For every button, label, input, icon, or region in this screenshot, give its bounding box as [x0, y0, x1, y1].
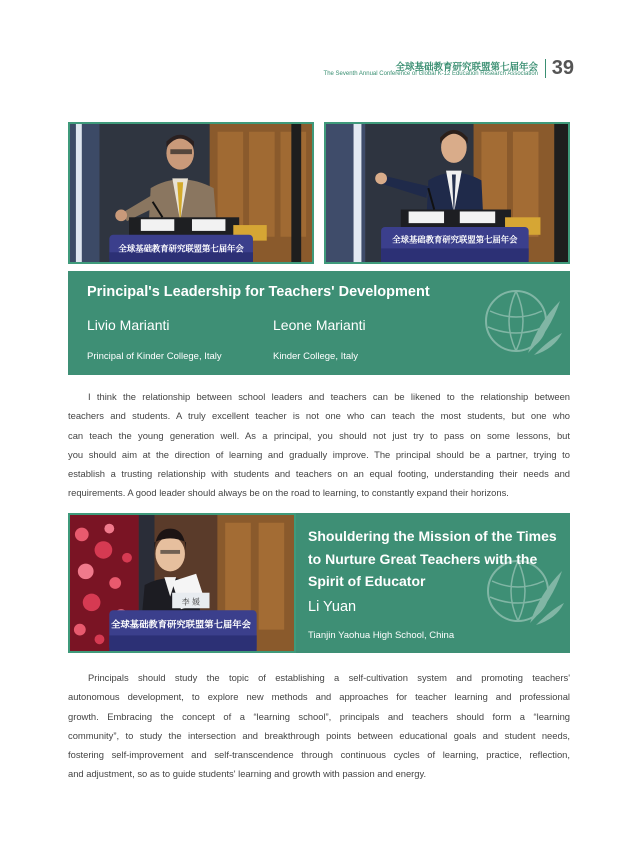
section2-title-line: to Nurture Great Teachers with the	[308, 550, 538, 567]
paragraph-line: and adjustment, so as to guide students' learning and growth with passion and energy.	[68, 768, 427, 780]
paragraph-line: requirements. A good leader should always be on the road to learning, to constantly expand their horizons.	[68, 487, 509, 499]
photo-li-yuan	[68, 513, 296, 653]
paragraph-line: you should aim at the direction of learning and gradually improve. The principal should be a partner, trying to	[68, 448, 570, 460]
paragraph-line: autonomous development, to explore new methods and approaches for teacher learning and professional	[68, 691, 570, 703]
section2-title-line: Spirit of Educator	[308, 573, 426, 589]
page-number: 39	[551, 57, 574, 79]
speaker-affiliation-1: Principal of Kinder College, Italy	[87, 351, 222, 362]
nameplate-text: 李 媛	[181, 597, 200, 607]
paragraph-line: Principals should study the topic of establishing a self-cultivation system and promoting teachers'	[88, 672, 570, 683]
section2-title-line: Shouldering the Mission of the Times	[308, 528, 557, 544]
speaker-name-2: Leone Marianti	[273, 317, 366, 333]
paragraph-line: I think the relationship between school leaders and teachers can be likened to the relationship between	[88, 391, 570, 402]
paragraph-line: growth. Embracing the concept of a “learning school”, principals and teachers should form a “learning	[68, 710, 570, 722]
globe-leaf-emblem-icon	[478, 553, 566, 633]
section1-banner	[68, 271, 570, 375]
header-divider	[545, 59, 546, 78]
section1-title: Principal's Leadership for Teachers' Development	[87, 284, 430, 300]
speaker-affiliation-3: Tianjin Yaohua High School, China	[308, 630, 455, 641]
page-header	[254, 58, 574, 80]
section1-paragraph	[68, 387, 570, 503]
photo-livio-marianti	[68, 122, 314, 264]
speaker-name-3: Li Yuan	[308, 599, 357, 615]
section2-banner	[68, 513, 570, 653]
speaker-affiliation-2: Kinder College, Italy	[273, 351, 359, 362]
section2-paragraph	[68, 668, 570, 784]
speaker-name-1: Livio Marianti	[87, 317, 170, 333]
photo-leone-marianti	[324, 122, 570, 264]
paragraph-line: fostering self-improvement and self-transcendence through continuous cycles of learning, practice, reflection,	[68, 749, 570, 761]
paragraph-line: teachers and students. A truly excellent teacher is not one who can teach the most students, but one who	[68, 410, 570, 422]
podium-sign-1: 全球基础教育研究联盟第七届年会	[118, 243, 244, 254]
paragraph-line: establish a trusting relationship with students and teachers on an equal footing, understanding their needs and	[68, 468, 570, 480]
paragraph-line: can teach the young generation well. As a principal, you should not just try to pass on some lessons, but	[68, 429, 570, 441]
podium-sign-3: 全球基础教育研究联盟第七届年会	[111, 619, 251, 631]
globe-leaf-emblem-icon	[476, 283, 564, 363]
podium-sign-2: 全球基础教育研究联盟第七届年会	[392, 234, 518, 245]
paragraph-line: community”, to study the intersection and breakthrough points between educational goals and student needs,	[68, 729, 570, 741]
conference-title-en: The Seventh Annual Conference of Global K-12 Education Research Association	[323, 71, 538, 77]
conference-title-cn: 全球基础教育研究联盟第七届年会	[395, 62, 538, 73]
